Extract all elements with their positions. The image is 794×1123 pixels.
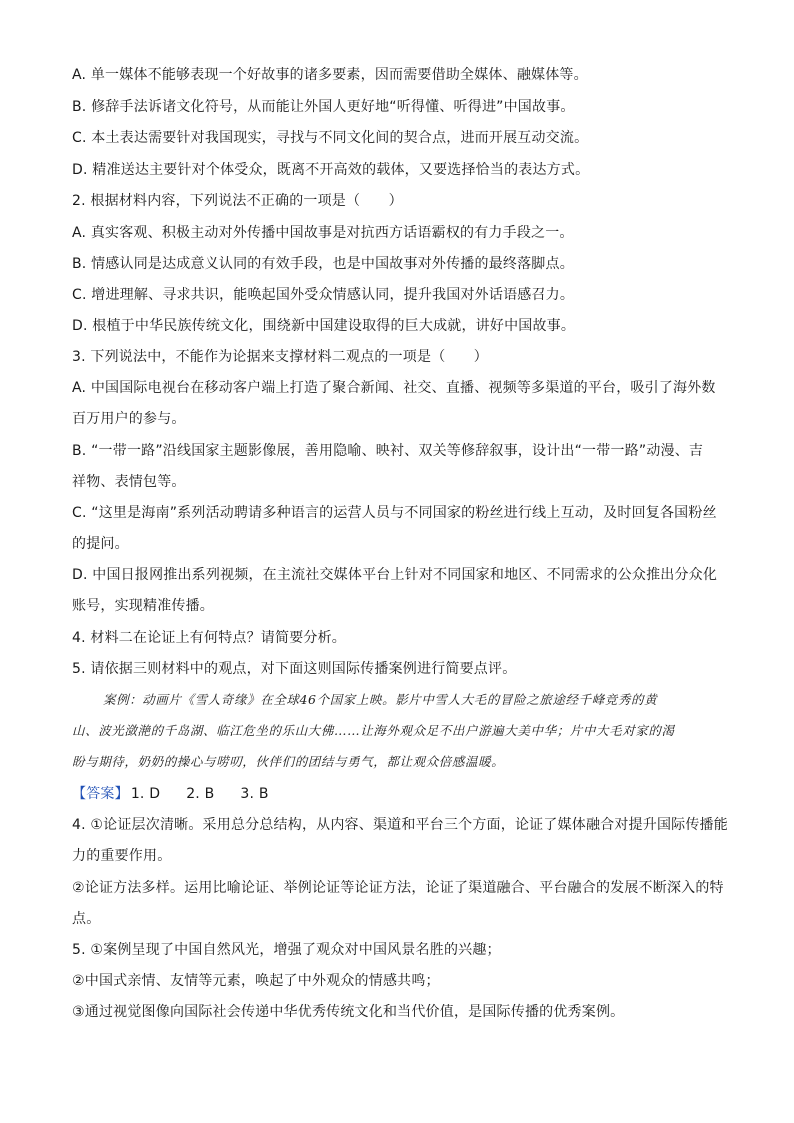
q3-option-c-line1: C. “这里是海南”系列活动聘请多种语言的运营人员与不同国家的粉丝进行线上互动，及时回复各国粉丝	[72, 505, 717, 521]
q1-option-c: C. 本土表达需要针对我国现实，寻找与不同文化间的契合点，进而开展互动交流。	[72, 130, 589, 146]
q1-option-b: B. 修辞手法诉诸文化符号，从而能让外国人更好地“听得懂、听得进”中国故事。	[72, 99, 575, 115]
answer-2: 2. B	[186, 786, 215, 802]
case-line-3: 盼与期待，奶奶的操心与唠叨，伙伴们的团结与勇气，都让观众倍感温暖。	[72, 754, 505, 769]
q5-stem: 5. 请依据三则材料中的观点，对下面这则国际传播案例进行简要点评。	[72, 661, 517, 677]
q3-option-b-line2: 祥物、表情包等。	[72, 474, 186, 490]
q1-option-a: A. 单一媒体不能够表现一个好故事的诸多要素，因而需要借助全媒体、融媒体等。	[72, 67, 588, 83]
answer-4-point1-line1: 4. ①论证层次清晰。采用总分总结构，从内容、渠道和平台三个方面，论证了媒体融合对提升国际传播能	[72, 817, 728, 833]
q3-stem: 3. 下列说法中，不能作为论据来支撑材料二观点的一项是（ ）	[72, 349, 489, 365]
answer-row	[72, 784, 295, 804]
q3-option-d-line2: 账号，实现精准传播。	[72, 598, 214, 614]
answer-5-point3: ③通过视觉图像向国际社会传递中华优秀传统文化和当代价值，是国际传播的优秀案例。	[72, 1004, 625, 1020]
answer-4-point2-line2: 点。	[72, 911, 101, 927]
q4-stem: 4. 材料二在论证上有何特点？请简要分析。	[72, 630, 347, 646]
answer-5-point2: ②中国式亲情、友情等元素，唤起了中外观众的情感共鸣；	[72, 973, 440, 989]
case-line-1: 案例：动画片《雪人奇缘》在全球46个国家上映。影片中雪人大毛的冒险之旅途经千峰竞秀的黄	[103, 692, 658, 707]
answer-tag: 【答案】	[72, 786, 129, 802]
answer-4-point2-line1: ②论证方法多样。运用比喻论证、举例论证等论证方法，论证了渠道融合、平台融合的发展不断深入的特	[72, 880, 724, 896]
q3-option-a-line2: 百万用户的参与。	[72, 411, 186, 427]
q3-option-a-line1: A. 中国国际电视台在移动客户端上打造了聚合新闻、社交、直播、视频等多渠道的平台，吸引了海外数	[72, 380, 716, 396]
q2-option-c: C. 增进理解、寻求共识，能唤起国外受众情感认同，提升我国对外话语感召力。	[72, 287, 575, 303]
q3-option-c-line2: 的提问。	[72, 536, 129, 552]
case-line-2: 山、波光潋滟的千岛湖、临江危坐的乐山大佛……让海外观众足不出户游遍大美中华；片中大毛对家的渴	[72, 723, 675, 738]
answer-5-point1: 5. ①案例呈现了中国自然风光，增强了观众对中国风景名胜的兴趣；	[72, 942, 501, 958]
q2-option-a: A. 真实客观、积极主动对外传播中国故事是对抗西方话语霸权的有力手段之一。	[72, 225, 574, 241]
q2-option-b: B. 情感认同是达成意义认同的有效手段，也是中国故事对外传播的最终落脚点。	[72, 256, 574, 272]
q1-option-d: D. 精准送达主要针对个体受众，既离不开高效的载体，又要选择恰当的表达方式。	[72, 162, 590, 178]
q2-stem: 2. 根据材料内容，下列说法不正确的一项是（ ）	[72, 193, 403, 209]
answer-1: 1. D	[130, 786, 161, 802]
q3-option-b-line1: B. “一带一路”沿线国家主题影像展，善用隐喻、映衬、双关等修辞叙事，设计出“一带一路”动漫、吉	[72, 443, 704, 459]
q2-option-d: D. 根植于中华民族传统文化，围绕新中国建设取得的巨大成就，讲好中国故事。	[72, 318, 576, 334]
answer-4-point1-line2: 力的重要作用。	[72, 848, 172, 864]
answer-3: 3. B	[240, 786, 269, 802]
q3-option-d-line1: D. 中国日报网推出系列视频，在主流社交媒体平台上针对不同国家和地区、不同需求的公众推出分众化	[72, 567, 718, 583]
